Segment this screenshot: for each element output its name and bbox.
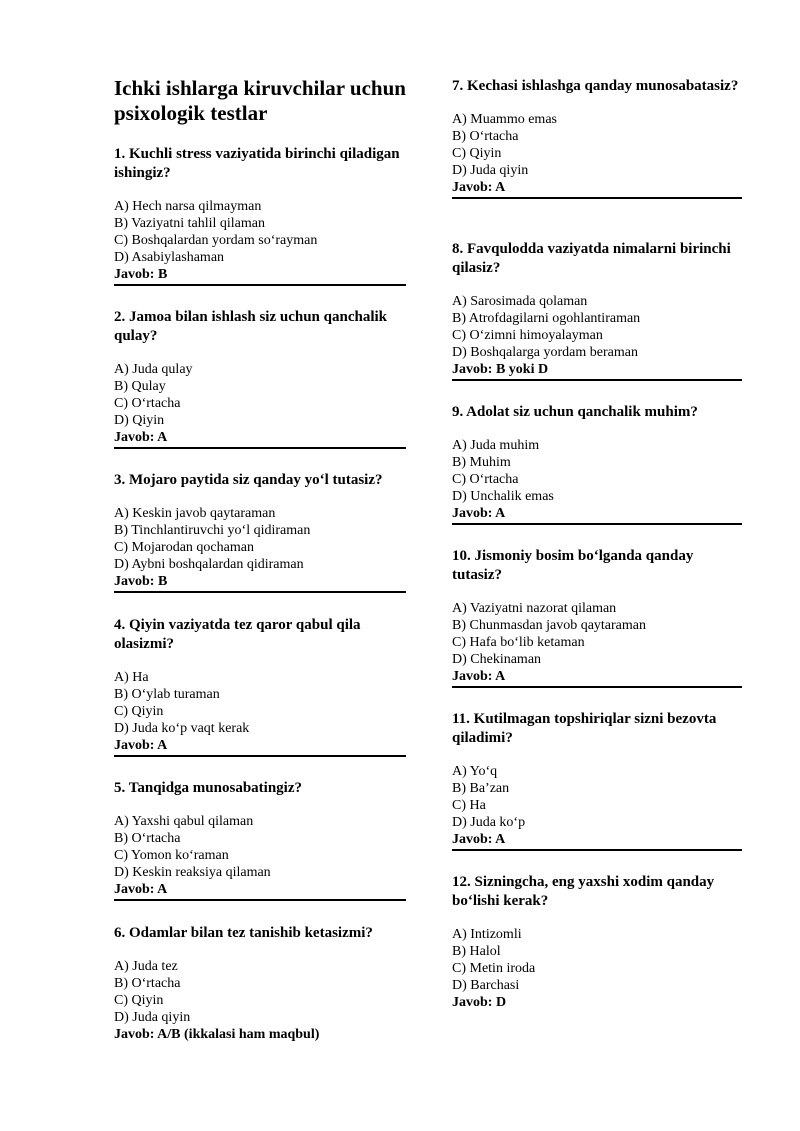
answer-text: Javob: B: [114, 267, 168, 282]
options-list: [452, 926, 742, 994]
option-a: A) Juda tez: [114, 959, 178, 974]
option-d: D) Qiyin: [114, 413, 165, 428]
option-a: A) Juda muhim: [452, 438, 540, 453]
option-b: B) O‘rtacha: [114, 831, 181, 846]
question-block: [452, 710, 742, 851]
answer-text: Javob: D: [452, 995, 507, 1010]
options-list: [452, 437, 742, 505]
answer-text: Javob: A: [452, 180, 506, 195]
option-b: B) Atrofdagilarni ogohlantiraman: [452, 311, 641, 326]
option-b: B) Chunmasdan javob qaytaraman: [452, 618, 647, 633]
question-text: 8. Favqulodda vaziyatda nimalarni birinchi qilasiz?: [452, 241, 731, 276]
divider: [452, 523, 742, 525]
option-a: A) Hech narsa qilmayman: [114, 199, 262, 214]
option-d: D) Juda qiyin: [114, 1010, 191, 1025]
option-d: D) Juda qiyin: [452, 163, 529, 178]
option-d: D) Asabiylashaman: [114, 250, 225, 265]
options-list: [452, 111, 742, 179]
options-list: [452, 600, 742, 668]
option-b: B) Tinchlantiruvchi yo‘l qidiraman: [114, 523, 311, 538]
option-a: A) Yo‘q: [452, 764, 498, 779]
divider: [452, 849, 742, 851]
option-c: C) Qiyin: [114, 993, 164, 1008]
options-list: [452, 763, 742, 831]
divider: [452, 197, 742, 199]
option-b: B) Muhim: [452, 455, 511, 470]
option-a: A) Keskin javob qaytaraman: [114, 506, 276, 521]
divider: [114, 284, 406, 286]
option-c: C) Hafa bo‘lib ketaman: [452, 635, 585, 650]
option-b: B) Halol: [452, 944, 501, 959]
answer-text: Javob: B yoki D: [452, 362, 549, 377]
option-d: D) Barchasi: [452, 978, 520, 993]
question-block: [114, 616, 406, 757]
option-a: A) Muammo emas: [452, 112, 557, 127]
question-text: 3. Mojaro paytida siz qanday yo‘l tutasiz?: [114, 472, 383, 488]
options-list: [114, 361, 406, 429]
option-b: B) O‘ylab turaman: [114, 687, 220, 702]
question-text: 2. Jamoa bilan ishlash siz uchun qanchalik qulay?: [114, 309, 388, 344]
option-d: D) Juda ko‘p: [452, 815, 526, 830]
option-c: C) Mojarodan qochaman: [114, 540, 254, 555]
divider: [452, 379, 742, 381]
question-block: [114, 779, 406, 901]
option-b: B) O‘rtacha: [452, 129, 519, 144]
option-c: C) O‘rtacha: [452, 472, 519, 487]
option-d: D) Juda ko‘p vaqt kerak: [114, 721, 250, 736]
question-block: [114, 145, 406, 286]
divider: [114, 591, 406, 593]
option-c: C) O‘rtacha: [114, 396, 181, 411]
divider: [114, 899, 406, 901]
question-block: [452, 403, 742, 525]
question-block: [452, 240, 742, 381]
option-c: C) Qiyin: [452, 146, 502, 161]
option-a: A) Yaxshi qabul qilaman: [114, 814, 254, 829]
divider: [114, 447, 406, 449]
option-c: C) Ha: [452, 798, 486, 813]
answer-text: Javob: A: [114, 882, 168, 897]
option-d: D) Boshqalarga yordam beraman: [452, 345, 638, 360]
option-b: B) O‘rtacha: [114, 976, 181, 991]
divider: [452, 686, 742, 688]
question-text: 12. Sizningcha, eng yaxshi xodim qanday bo‘lishi kerak?: [452, 874, 715, 909]
option-c: C) Yomon ko‘raman: [114, 848, 229, 863]
question-block: [114, 308, 406, 449]
options-list: [114, 813, 406, 881]
option-a: A) Sarosimada qolaman: [452, 294, 588, 309]
option-a: A) Juda qulay: [114, 362, 193, 377]
option-c: C) O‘zimni himoyalayman: [452, 328, 603, 343]
answer-text: Javob: A: [114, 430, 168, 445]
options-list: [114, 669, 406, 737]
options-list: [114, 958, 406, 1026]
answer-text: Javob: A: [452, 669, 506, 684]
question-block: [452, 77, 742, 199]
question-text: 10. Jismoniy bosim bo‘lganda qanday tutasiz?: [452, 548, 694, 583]
question-text: 7. Kechasi ishlashga qanday munosabatasiz?: [452, 78, 739, 94]
option-d: D) Unchalik emas: [452, 489, 554, 504]
answer-text: Javob: A/B (ikkalasi ham maqbul): [114, 1027, 320, 1042]
question-text: 6. Odamlar bilan tez tanishib ketasizmi?: [114, 925, 373, 941]
option-a: A) Ha: [114, 670, 149, 685]
options-list: [452, 293, 742, 361]
question-text: 5. Tanqidga munosabatingiz?: [114, 780, 302, 796]
option-b: B) Qulay: [114, 379, 166, 394]
question-block: [452, 547, 742, 688]
page-title: Ichki ishlarga kiruvchilar uchun psixologik testlar: [114, 76, 406, 125]
question-block: [114, 924, 406, 1043]
question-block: [452, 873, 742, 1011]
option-a: A) Vaziyatni nazorat qilaman: [452, 601, 617, 616]
option-c: C) Qiyin: [114, 704, 164, 719]
options-list: [114, 198, 406, 266]
answer-text: Javob: A: [452, 832, 506, 847]
option-a: A) Intizomli: [452, 927, 522, 942]
answer-text: Javob: B: [114, 574, 168, 589]
option-b: B) Vaziyatni tahlil qilaman: [114, 216, 265, 231]
question-text: 9. Adolat siz uchun qanchalik muhim?: [452, 404, 698, 420]
answer-text: Javob: A: [452, 506, 506, 521]
question-block: [114, 471, 406, 593]
option-c: C) Metin iroda: [452, 961, 536, 976]
options-list: [114, 505, 406, 573]
question-text: 11. Kutilmagan topshiriqlar sizni bezovta qiladimi?: [452, 711, 717, 746]
option-d: D) Keskin reaksiya qilaman: [114, 865, 271, 880]
question-text: 1. Kuchli stress vaziyatida birinchi qiladigan ishingiz?: [114, 146, 400, 181]
question-text: 4. Qiyin vaziyatda tez qaror qabul qila olasizmi?: [114, 617, 361, 652]
answer-text: Javob: A: [114, 738, 168, 753]
option-d: D) Chekinaman: [452, 652, 542, 667]
option-b: B) Ba’zan: [452, 781, 510, 796]
option-d: D) Aybni boshqalardan qidiraman: [114, 557, 304, 572]
divider: [114, 755, 406, 757]
option-c: C) Boshqalardan yordam so‘rayman: [114, 233, 318, 248]
